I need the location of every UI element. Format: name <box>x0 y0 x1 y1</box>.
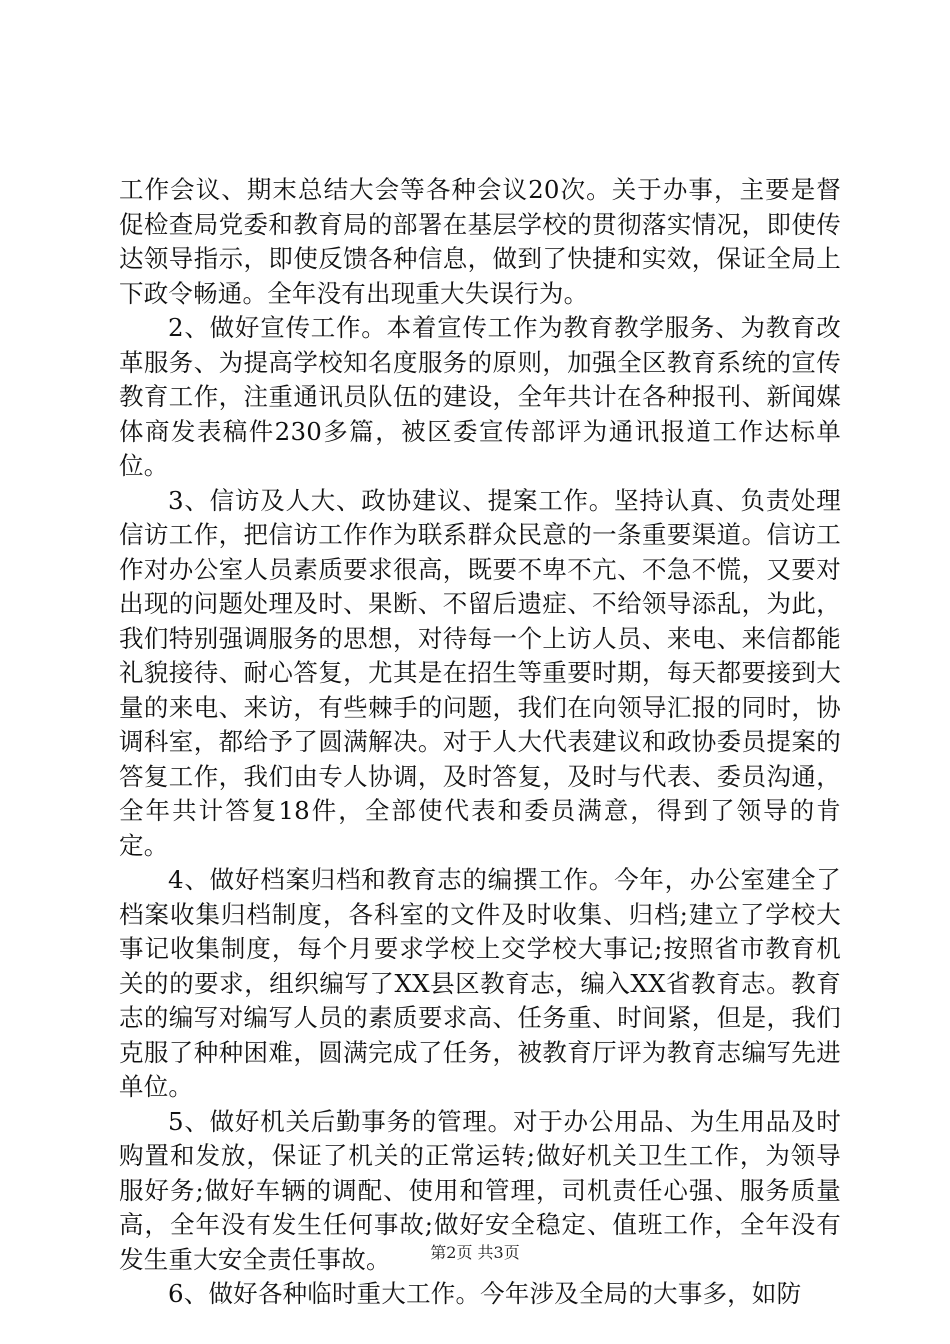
document-body <box>119 173 841 1312</box>
paragraph-4: 4、做好档案归档和教育志的编撰工作。今年，办公室建全了档案收集归档制度，各科室的文件及时收集、归档;建立了学校大事记收集制度，每个月要求学校上交学校大事记;按照省市教育机关的的要求，组织编写了XX县区教育志，编入XX省教育志。教育志的编写对编写人员的素质要求高、任务重、时间紧，但是，我们克服了种种困难，圆满完成了任务，被教育厅评为教育志编写先进单位。 <box>119 865 841 1101</box>
paragraph-6: 6、做好各种临时重大工作。今年涉及全局的大事多，如防 <box>168 1279 802 1308</box>
paragraph-1: 工作会议、期末总结大会等各种会议20次。关于办事，主要是督促检查局党委和教育局的部署在基层学校的贯彻落实情况，即使传达领导指示，即使反馈各种信息，做到了快捷和实效，保证全局上下政令畅通。全年没有出现重大失误行为。 <box>119 175 841 308</box>
paragraph-2: 2、做好宣传工作。本着宣传工作为教育教学服务、为教育改革服务、为提高学校知名度服务的原则，加强全区教育系统的宣传教育工作，注重通讯员队伍的建设，全年共计在各种报刊、新闻媒体商发表稿件230多篇，被区委宣传部评为通讯报道工作达标单位。 <box>119 313 841 480</box>
paragraph-3: 3、信访及人大、政协建议、提案工作。坚持认真、负责处理信访工作，把信访工作作为联系群众民意的一条重要渠道。信访工作对办公室人员素质要求很高，既要不卑不亢、不急不慌，又要对出现的问题处理及时、果断、不留后遗症、不给领导添乱，为此，我们特别强调服务的思想，对待每一个上访人员、来电、来信都能礼貌接待、耐心答复，尤其是在招生等重要时期，每天都要接到大量的来电、来访，有些棘手的问题，我们在向领导汇报的同时，协调科室，都给予了圆满解决。对于人大代表建议和政协委员提案的答复工作，我们由专人协调，及时答复，及时与代表、委员沟通，全年共计答复18件，全部使代表和委员满意，得到了领导的肯定。 <box>119 485 841 860</box>
paragraph-5: 5、做好机关后勤事务的管理。对于办公用品、为生用品及时购置和发放，保证了机关的正常运转;做好机关卫生工作，为领导服好务;做好车辆的调配、使用和管理，司机责任心强、服务质量高，全年没有发生任何事故;做好安全稳定、值班工作，全年没有发生重大安全责任事故。 <box>119 1106 841 1274</box>
page-number-footer: 第2页 共3页 <box>430 1243 520 1262</box>
